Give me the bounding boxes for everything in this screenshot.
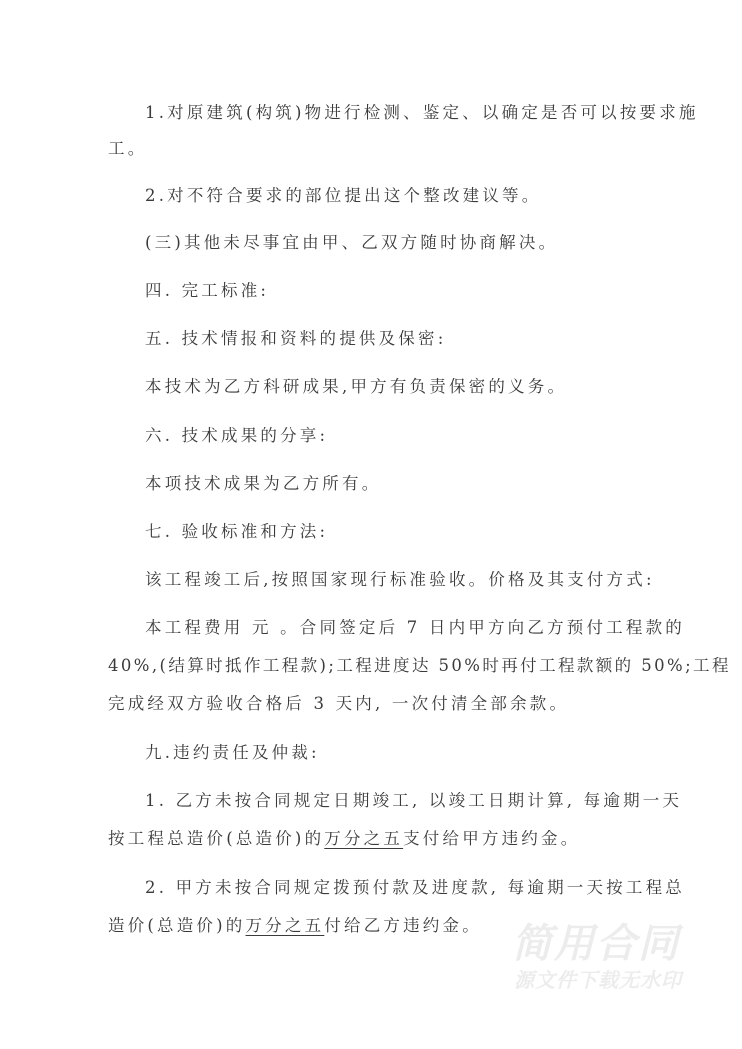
clause-acceptance: 该工程竣工后,按照国家现行标准验收。价格及其支付方式:	[145, 570, 655, 589]
penalty-1-text-after: 支付给甲方违约金。	[403, 829, 581, 848]
clause-payment-line-3: 完成经双方验收合格后 3 天内, 一次付清全部余款。	[108, 694, 570, 713]
section-heading-completion-standard: 四. 完工标准:	[145, 281, 270, 300]
clause-penalty-1-line-2	[108, 828, 580, 850]
penalty-1-text-before: 按工程总造价(总造价)的	[108, 829, 325, 848]
section-heading-results-sharing: 六. 技术成果的分享:	[145, 426, 329, 445]
clause-other-matters: (三)其他未尽事宜由甲、乙双方随时协商解决。	[145, 233, 559, 252]
section-heading-breach: 九.违约责任及仲裁:	[145, 743, 320, 762]
penalty-1-rate-underlined: 万分之五	[324, 829, 404, 848]
penalty-2-text-after: 付给乙方违约金。	[324, 916, 482, 935]
clause-results-ownership: 本项技术成果为乙方所有。	[145, 474, 382, 493]
clause-payment-line-2: 40%,(结算时抵作工程款);工程进度达 50%时再付工程款额的 50%;工程	[108, 656, 731, 675]
penalty-2-text-before: 造价(总造价)的	[108, 916, 246, 935]
clause-penalty-1-line-1: 1. 乙方未按合同规定日期竣工, 以竣工日期计算, 每逾期一天	[145, 791, 683, 810]
clause-inspection-line-2: 工。	[108, 139, 148, 158]
clause-inspection-line-1: 1.对原建筑(构筑)物进行检测、鉴定、以确定是否可以按要求施	[145, 103, 699, 122]
penalty-2-rate-underlined: 万分之五	[245, 916, 325, 935]
clause-payment-line-1: 本工程费用 元 。合同签定后 7 日内甲方向乙方预付工程款的	[145, 618, 685, 637]
clause-confidentiality: 本技术为乙方科研成果,甲方有负责保密的义务。	[145, 377, 568, 396]
section-heading-acceptance: 七. 验收标准和方法:	[145, 522, 329, 541]
clause-penalty-2-line-2	[108, 915, 482, 937]
clause-rectification: 2.对不符合要求的部位提出这个整改建议等。	[145, 186, 542, 205]
watermark-subtitle: 源文件下载无水印	[514, 968, 682, 992]
section-heading-confidentiality: 五. 技术情报和资料的提供及保密:	[145, 329, 447, 348]
watermark-title: 简用合同	[512, 921, 680, 967]
clause-penalty-2-line-1: 2. 甲方未按合同规定拨预付款及进度款, 每逾期一天按工程总	[145, 878, 685, 897]
